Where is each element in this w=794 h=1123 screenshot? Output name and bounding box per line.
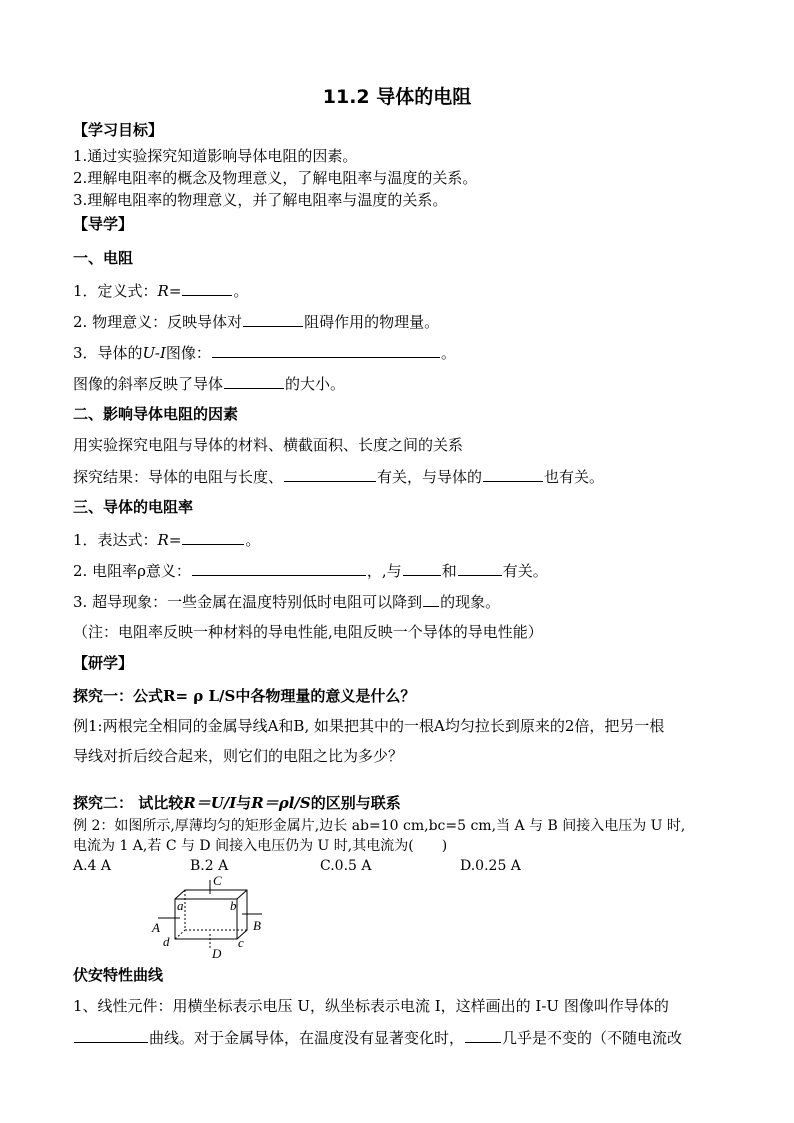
goal-item-2: 2.理解电阻率的概念及物理意义，了解电阻率与温度的关系。 [73, 169, 478, 187]
metal-plate-figure [150, 874, 270, 960]
example-2-line-1: 例 2：如图所示,厚薄均匀的矩形金属片,边长 ab=10 cm,bc=5 cm,当 A 与 B 间接入电压为 U 时, [73, 818, 686, 834]
answer-blank[interactable] [224, 373, 284, 389]
vi-curve-heading: 伏安特性曲线 [73, 966, 164, 984]
vi-line-2: 曲线。对于金属导体，在温度没有显著变化时， 几乎是不变的（不随电流改 [73, 1027, 682, 1048]
explore-2-heading: 探究二： 试比较R＝U/I与R＝ρl/S的区别与联系 [73, 794, 401, 812]
section-1-heading: 一、电阻 [73, 249, 134, 267]
sec1-slope: 图像的斜率反映了导体 的大小。 [73, 375, 346, 393]
hidden-edge-diagonal [175, 930, 185, 939]
sec2-result: 探究结果：导体的电阻与长度、 有关，与导体的 也有关。 [73, 468, 605, 486]
goal-item-1: 1.通过实验探究知道影响导体电阻的因素。 [73, 147, 358, 165]
plate-top-right-edge [237, 890, 247, 899]
option-a: A.4 A [73, 858, 112, 874]
page-title: 11.2 导体的电阻 [322, 86, 472, 108]
answer-blank[interactable] [74, 1027, 148, 1043]
answer-blank[interactable] [403, 560, 441, 576]
example-1-line-1: 例1:两根完全相同的金属导线A和B, 如果把其中的一根A均匀拉长到原来的2倍，把另一根 [73, 717, 665, 735]
sec3-item-1: 1．表达式：R= 。 [73, 531, 261, 549]
answer-blank[interactable] [212, 342, 440, 358]
answer-blank[interactable] [483, 466, 543, 482]
guide-header: 【导学】 [73, 215, 134, 233]
sec3-note: （注：电阻率反映一种材料的导电性能,电阻反映一个导体的导电性能） [73, 623, 543, 641]
answer-blank[interactable] [458, 560, 502, 576]
sec3-item-3: 3. 超导现象：一些金属在温度特别低时电阻可以降到 的现象。 [73, 593, 501, 611]
label-terminal-a: A [152, 920, 160, 935]
explore-1-heading: 探究一：公式R= ρ L/S中各物理量的意义是什么？ [73, 687, 416, 705]
research-header: 【研学】 [73, 654, 134, 672]
goals-header: 【学习目标】 [73, 121, 164, 139]
answer-blank[interactable] [192, 560, 366, 576]
section-2-heading: 二、影响导体电阻的因素 [73, 405, 239, 423]
goal-item-3: 3.理解电阻率的物理意义，并了解电阻率与温度的关系。 [73, 191, 448, 209]
label-a: a [177, 898, 184, 913]
label-b: b [230, 898, 237, 913]
sec1-item-1: 1．定义式：R= 。 [73, 282, 249, 300]
example-2-line-2: 电流为 1 A,若 C 与 D 间接入电压仍为 U 时,其电流为( ) [73, 838, 448, 854]
sec3-item-2: 2. 电阻率ρ意义： ，,与 和 有关。 [73, 562, 548, 580]
label-terminal-b: B [253, 918, 261, 933]
answer-blank[interactable] [182, 280, 232, 296]
sec1-item-2: 2. 物理意义：反映导体对 阻碍作用的物理量。 [73, 313, 440, 331]
answer-blank[interactable] [182, 529, 244, 545]
option-c: C.0.5 A [320, 858, 372, 874]
answer-blank[interactable] [465, 1027, 501, 1043]
label-terminal-c: C [213, 874, 222, 888]
label-d: d [163, 934, 170, 949]
section-3-heading: 三、导体的电阻率 [73, 498, 194, 516]
answer-blank[interactable] [243, 311, 303, 327]
answer-blank[interactable] [423, 591, 439, 607]
answer-blank[interactable] [284, 466, 376, 482]
vi-line-1: 1、线性元件：用横坐标表示电压 U，纵坐标表示电流 I，这样画出的 I-U 图像叫作导体的 [73, 997, 669, 1015]
option-d: D.0.25 A [460, 858, 521, 874]
option-b: B.2 A [190, 858, 229, 874]
sec1-item-3: 3．导体的U-I图像： 。 [73, 344, 456, 362]
sec2-line-1: 用实验探究电阻与导体的材料、横截面积、长度之间的关系 [73, 436, 464, 454]
plate-front-face [175, 899, 237, 939]
example-1-line-2: 导线对折后绞合起来，则它们的电阻之比为多少？ [73, 747, 404, 765]
label-c: c [238, 935, 244, 950]
label-terminal-d: D [212, 946, 222, 960]
